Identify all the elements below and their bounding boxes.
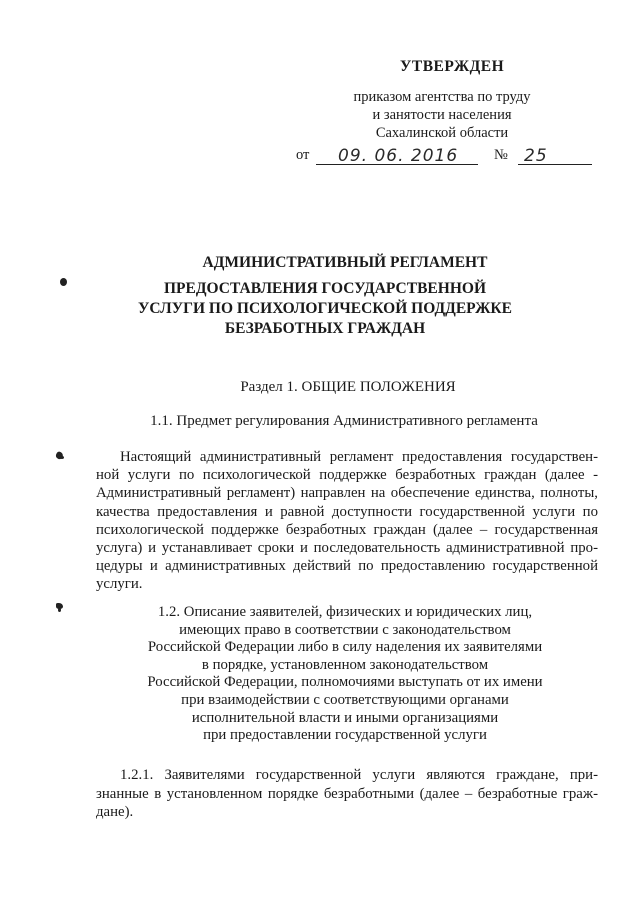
section-1-2-line: Российской Федерации, полномочиями выступать от их имени [147, 674, 543, 691]
paragraph-2-line: дане). [96, 804, 134, 821]
title-line-2: ПРЕДОСТАВЛЕНИЯ ГОСУДАРСТВЕННОЙ [163, 280, 486, 297]
approval-line-1: приказом агентства по труду [353, 89, 531, 105]
paragraph-1-line: психологической поддержке безработных граждан (далее – государственная [96, 521, 598, 538]
approval-title: УТВЕРЖДЕН [400, 58, 505, 75]
handwritten-date: 09. 06. 2016 [338, 146, 459, 166]
scan-speck [58, 608, 61, 612]
section-1-2-line: имеющих право в соответствии с законодательством [179, 621, 511, 638]
paragraph-1-line: услуги. [96, 576, 143, 593]
number-prefix: № [494, 147, 508, 163]
section-heading-text: Раздел 1. ОБЩИЕ ПОЛОЖЕНИЯ [240, 379, 456, 395]
section-heading [0, 379, 640, 396]
title-line-3: УСЛУГИ ПО ПСИХОЛОГИЧЕСКОЙ ПОДДЕРЖКЕ [138, 300, 512, 317]
paragraph-2-line: знанные в установленном порядке безработными (далее – безработные граж- [96, 785, 598, 802]
title-line-1: АДМИНИСТРАТИВНЫЙ РЕГЛАМЕНТ [202, 254, 488, 271]
date-prefix: от [296, 147, 310, 163]
scan-speck [60, 456, 64, 459]
section-1-2-line: Российской Федерации либо в силу наделения их заявителями [147, 639, 543, 656]
section-1-2-line: исполнительной власти и иными организациями [191, 709, 499, 726]
paragraph-1-line: Административный регламент) направлен на обеспечение единства, полноты, [96, 485, 598, 502]
approval-date-row [296, 144, 596, 168]
paragraph-2-line: 1.2.1. Заявителями государственной услуги являются граждане, при- [120, 767, 598, 783]
date-underline [316, 144, 478, 165]
paragraph-1-line: качества предоставления и равной доступности государственной услуги по [96, 503, 598, 520]
document-title [0, 253, 640, 339]
handwritten-number: 25 [524, 146, 548, 166]
paragraph-1-line: Настоящий административный регламент предоставления государствен- [120, 449, 598, 465]
subsection-heading-text: 1.1. Предмет регулирования Административного регламента [150, 413, 538, 429]
subsection-heading [0, 413, 640, 430]
paragraph-1-line: ной услуги по психологической поддержке безработных граждан (далее - [96, 467, 598, 484]
number-underline [518, 144, 592, 165]
section-1-2-line: 1.2. Описание заявителей, физических и юридических лиц, [157, 604, 533, 620]
section-1-2-line: при взаимодействии с соответствующими органами [181, 691, 509, 708]
paragraph-2 [96, 766, 598, 822]
section-1-2-line: при предоставлении государственной услуги [203, 727, 487, 744]
title-subtitle [0, 279, 640, 339]
paragraph-1-line: услуга) и устанавливает сроки и последовательность административной про- [96, 539, 598, 556]
scan-speck [60, 278, 67, 286]
paragraph-1-line: цедуры и административных действий по предоставлению государственной [96, 558, 598, 575]
section-1-2-heading [0, 604, 640, 745]
title-line-4: БЕЗРАБОТНЫХ ГРАЖДАН [224, 320, 426, 337]
approval-line-3: Сахалинской области [375, 125, 509, 141]
paragraph-1 [96, 448, 598, 594]
approval-line-2: и занятости населения [372, 107, 512, 123]
section-1-2-line: в порядке, установленном законодательством [201, 656, 489, 673]
